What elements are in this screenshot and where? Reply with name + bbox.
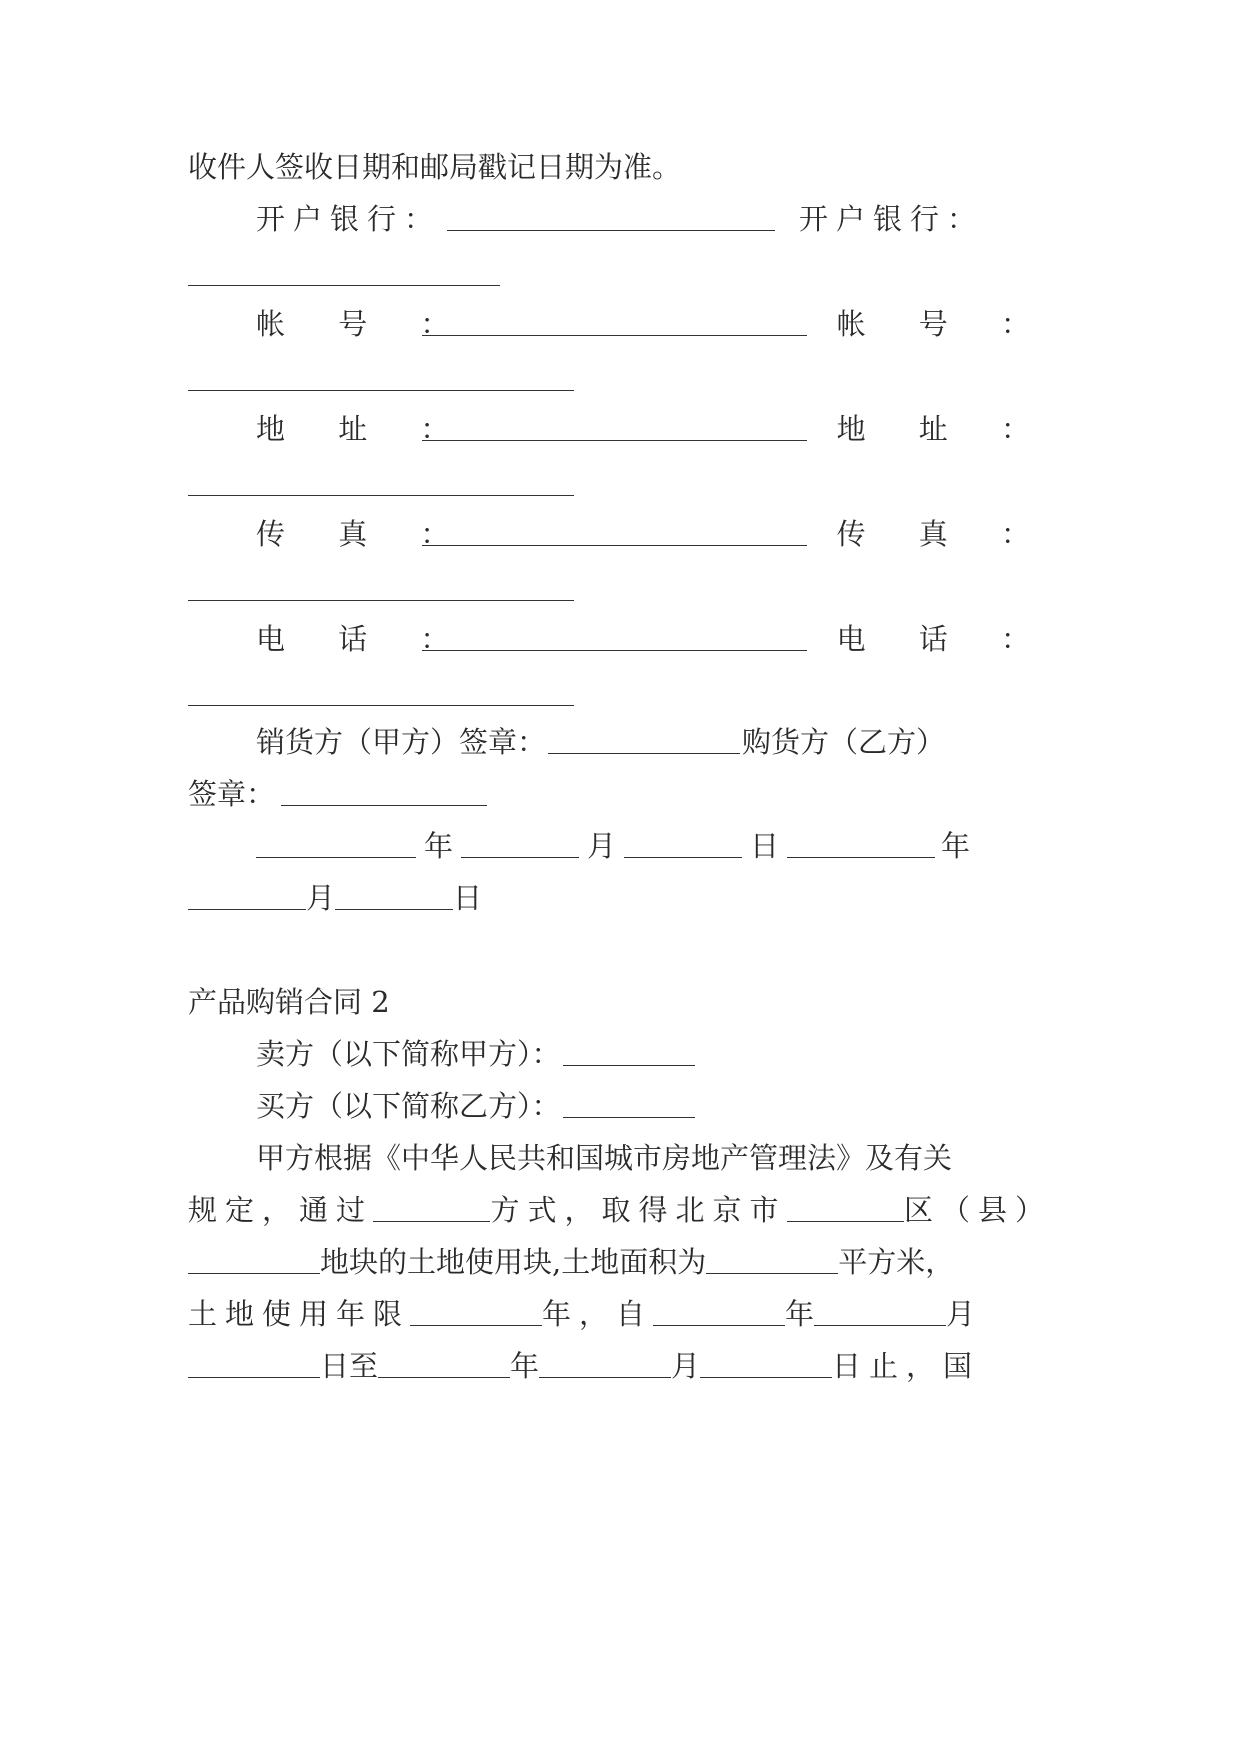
date-row: [256, 822, 1052, 870]
blank-field[interactable]: [188, 1376, 320, 1378]
paragraph-text: 区（县）: [903, 1193, 1052, 1227]
blank-field[interactable]: [706, 1272, 838, 1274]
paragraph-text: 月: [671, 1349, 701, 1383]
account-label-a: 帐 号 ：: [256, 307, 472, 341]
seller-row: [256, 1030, 1052, 1078]
blank-field[interactable]: [539, 1376, 671, 1378]
address-label-b: 地 址 ：: [836, 412, 1052, 446]
blank-field[interactable]: [188, 284, 500, 286]
blank-field[interactable]: [447, 229, 775, 231]
bank-row-cont: [188, 250, 1052, 298]
fax-row-cont: [188, 565, 1052, 613]
paragraph-text: 地块的土地使用块,土地面积为: [320, 1245, 707, 1279]
year-label: 年: [424, 829, 454, 863]
fax-row: [256, 510, 1052, 558]
month-label: 月: [306, 881, 336, 915]
paragraph-line: [188, 1186, 1052, 1234]
paragraph-text: 土地使用年限: [188, 1297, 411, 1331]
paragraph-text: 方式，取得北京市: [490, 1193, 787, 1227]
paragraph-line: [256, 1134, 1052, 1182]
blank-field[interactable]: [256, 856, 416, 858]
address-label-a: 地 址 ：: [256, 412, 472, 446]
buyer-row: [256, 1082, 1052, 1130]
tel-row: [256, 615, 1052, 663]
tel-row-cont: [188, 670, 1052, 718]
account-row: [256, 300, 1052, 348]
tel-label-b: 电 话 ：: [836, 622, 1052, 656]
paragraph-text: 日止，国: [832, 1349, 981, 1383]
paragraph-text: 年: [785, 1297, 815, 1331]
day-label: 日: [750, 829, 780, 863]
blank-field[interactable]: [422, 334, 807, 336]
text-line: [188, 143, 1052, 191]
paragraph-text: 日至: [320, 1349, 379, 1383]
blank-field[interactable]: [461, 856, 579, 858]
sign-label: 签章：: [188, 777, 276, 811]
sentence: 收件人签收日期和邮局戳记日期为准。: [188, 150, 682, 184]
blank-field[interactable]: [422, 439, 807, 441]
paragraph-line: [188, 1238, 1052, 1286]
paragraph-line: [188, 1342, 1052, 1390]
blank-field[interactable]: [700, 1376, 832, 1378]
account-label-b: 帐 号 ：: [836, 307, 1052, 341]
blank-field[interactable]: [188, 599, 574, 601]
paragraph-text: 平方米，: [838, 1245, 955, 1279]
signature-row: [256, 718, 1052, 766]
month-label: 月: [587, 829, 617, 863]
address-row: [256, 405, 1052, 453]
blank-field[interactable]: [188, 1272, 320, 1274]
year-label: 年: [941, 829, 971, 863]
blank-field[interactable]: [188, 704, 574, 706]
paragraph-text: 年，自: [542, 1297, 654, 1331]
blank-field[interactable]: [378, 1376, 510, 1378]
blank-field[interactable]: [373, 1220, 490, 1222]
blank-field[interactable]: [422, 649, 807, 651]
seller-sign-label: 销货方（甲方）签章：: [256, 725, 547, 759]
blank-field[interactable]: [188, 908, 306, 910]
paragraph-text: 月: [946, 1297, 976, 1331]
paragraph-text: 年: [510, 1349, 540, 1383]
bank-label-a: 开户银行：: [256, 202, 442, 236]
account-row-cont: [188, 355, 1052, 403]
blank-field[interactable]: [422, 544, 807, 546]
paragraph-text: 规定，通过: [188, 1193, 374, 1227]
signature-row-cont: [188, 770, 1052, 818]
blank-field[interactable]: [410, 1324, 542, 1326]
address-row-cont: [188, 460, 1052, 508]
blank-field[interactable]: [281, 804, 487, 806]
blank-field[interactable]: [563, 1116, 695, 1118]
blank-field[interactable]: [563, 1064, 695, 1066]
blank-field[interactable]: [335, 908, 453, 910]
blank-field[interactable]: [188, 494, 574, 496]
paragraph-text: 甲方根据《中华人民共和国城市房地产管理法》及有关: [256, 1141, 953, 1175]
buyer-sign-label: 购货方（乙方）: [742, 725, 946, 759]
contract-title: 产品购销合同 2: [188, 985, 390, 1019]
blank-field[interactable]: [787, 1220, 904, 1222]
blank-field[interactable]: [653, 1324, 785, 1326]
blank-field[interactable]: [624, 856, 742, 858]
seller-label: 卖方（以下简称甲方）：: [256, 1037, 561, 1071]
blank-field[interactable]: [548, 752, 740, 754]
date-row-cont: [188, 874, 1052, 922]
fax-label-a: 传 真 ：: [256, 517, 472, 551]
blank-field[interactable]: [787, 856, 935, 858]
section-title: [188, 978, 1052, 1026]
day-label: 日: [453, 881, 483, 915]
paragraph-line: [188, 1290, 1052, 1338]
buyer-label: 买方（以下简称乙方）：: [256, 1089, 561, 1123]
tel-label-a: 电 话 ：: [256, 622, 472, 656]
bank-label-b: 开户银行：: [799, 202, 985, 236]
fax-label-b: 传 真 ：: [836, 517, 1052, 551]
bank-row: [256, 195, 1052, 243]
blank-field[interactable]: [814, 1324, 946, 1326]
blank-field[interactable]: [188, 389, 574, 391]
